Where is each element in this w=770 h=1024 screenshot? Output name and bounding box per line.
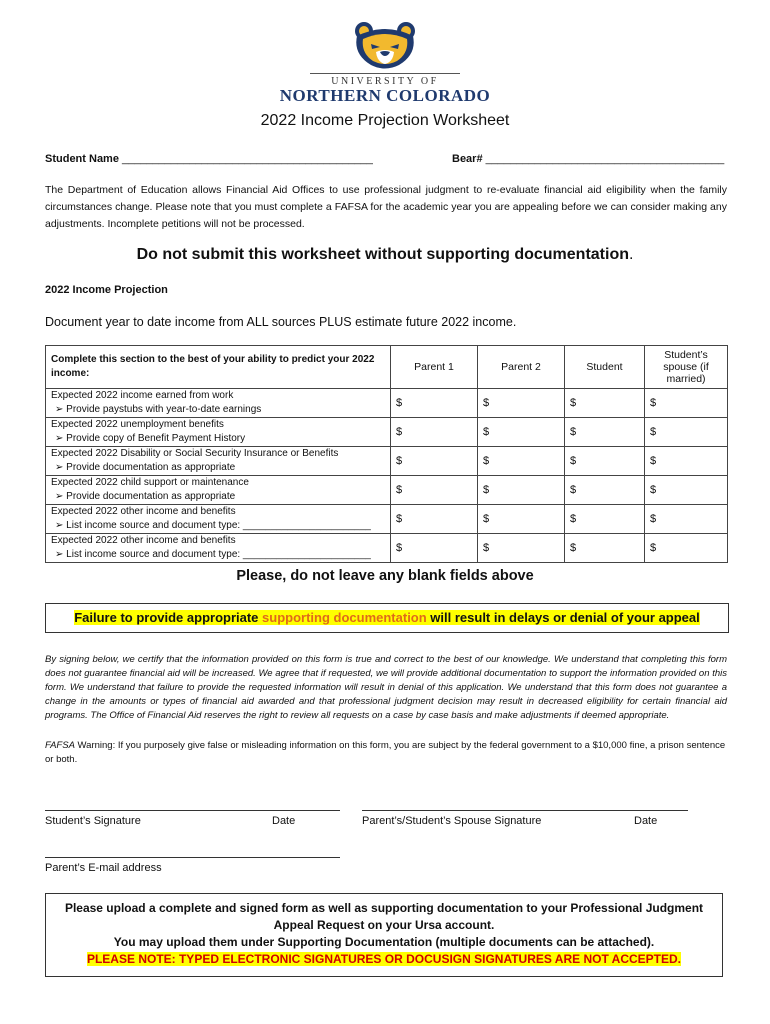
blank-fields-note: Please, do not leave any blank fields above: [236, 568, 534, 584]
no-submit-warning-period: .: [628, 246, 634, 263]
upload-line-4: [46, 951, 722, 968]
bear-number-row: [452, 153, 724, 165]
amount-cell-parent2[interactable]: $: [478, 418, 565, 447]
table-lead-header: Complete this section to the best of your ability to predict your 2022 income:: [46, 346, 391, 389]
upload-line-1: Please upload a complete and signed form as well as supporting documentation to your Professional Judgment: [64, 901, 704, 915]
university-name: NORTHERN COLORADO: [279, 86, 491, 105]
parent-email-line[interactable]: [45, 857, 340, 858]
amount-cell-parent1[interactable]: $: [391, 447, 478, 476]
row-label-cell: [46, 476, 391, 505]
amount-cell-spouse[interactable]: $: [645, 505, 728, 534]
col-header-spouse: Student’s spouse (if married): [645, 346, 728, 389]
student-name-field[interactable]: _________________________________________: [122, 153, 373, 165]
row-label: Expected 2022 unemployment benefits: [51, 419, 224, 430]
student-signature-label: Student’s Signature: [45, 815, 141, 827]
table-row: [46, 389, 728, 418]
amount-cell-spouse[interactable]: $: [645, 476, 728, 505]
row-label: Expected 2022 other income and benefits: [51, 535, 236, 546]
amount-cell-student[interactable]: $: [565, 505, 645, 534]
row-label-cell: [46, 447, 391, 476]
amount-cell-parent1[interactable]: $: [391, 418, 478, 447]
upload-instructions-box: [45, 893, 723, 977]
row-label: Expected 2022 income earned from work: [51, 390, 234, 401]
arrow-bullet-icon: ➢: [55, 491, 67, 502]
upload-line-4-text: PLEASE NOTE: TYPED ELECTRONIC SIGNATURES OR DOCUSIGN SIGNATURES ARE NOT ACCEPTED.: [86, 952, 682, 966]
university-line: UNIVERSITY OF: [331, 76, 439, 87]
arrow-bullet-icon: ➢: [55, 520, 67, 531]
row-note-text: Provide documentation as appropriate: [66, 462, 236, 473]
table-row: [46, 476, 728, 505]
arrow-bullet-icon: ➢: [55, 404, 67, 415]
table-row: [46, 447, 728, 476]
amount-cell-parent2[interactable]: $: [478, 476, 565, 505]
fafsa-warning-text: Warning: If you purposely give false or misleading information on this form, you are subject by the federal government to a $10,000 fine, a prison sentence or both.: [45, 740, 726, 765]
row-label: Expected 2022 other income and benefits: [51, 506, 236, 517]
failure-notice-box: [45, 603, 729, 633]
table-row: [46, 418, 728, 447]
amount-cell-spouse[interactable]: $: [645, 389, 728, 418]
table-row: [46, 534, 728, 563]
failure-notice-part2: supporting documentation: [262, 610, 427, 625]
parent-signature-line[interactable]: [362, 810, 688, 811]
parent-email-label: Parent’s E-mail address: [45, 862, 162, 874]
logo-divider: [310, 73, 460, 74]
amount-cell-parent1[interactable]: $: [391, 476, 478, 505]
col-header-parent2: Parent 2: [478, 346, 565, 389]
row-label-cell: [46, 505, 391, 534]
date-label-2: Date: [634, 815, 658, 827]
row-note-text: Provide paystubs with year-to-date earnings: [66, 404, 262, 415]
row-note: [51, 403, 385, 417]
bear-number-label: Bear#: [452, 153, 483, 165]
row-note-text: Provide documentation as appropriate: [66, 491, 236, 502]
arrow-bullet-icon: ➢: [55, 462, 67, 473]
row-label-cell: [46, 534, 391, 563]
section-heading: 2022 Income Projection: [45, 284, 168, 296]
amount-cell-spouse[interactable]: $: [645, 418, 728, 447]
arrow-bullet-icon: ➢: [55, 433, 67, 444]
amount-cell-spouse[interactable]: $: [645, 447, 728, 476]
col-header-parent1: Parent 1: [391, 346, 478, 389]
row-label-cell: [46, 389, 391, 418]
row-note-text[interactable]: List income source and document type: _______________________: [66, 520, 371, 531]
amount-cell-parent1[interactable]: $: [391, 534, 478, 563]
amount-cell-student[interactable]: $: [565, 418, 645, 447]
no-submit-warning-text: Do not submit this worksheet without supporting documentation: [136, 246, 629, 263]
document-year-text: Document year to date income from ALL sources PLUS estimate future 2022 income.: [45, 315, 517, 329]
row-note: [51, 432, 385, 446]
row-note-text[interactable]: List income source and document type: _______________________: [66, 549, 371, 560]
fafsa-warning: [45, 739, 727, 767]
fafsa-warning-label: FAFSA: [45, 740, 75, 751]
failure-notice-part1: Failure to provide appropriate: [74, 610, 263, 625]
amount-cell-parent2[interactable]: $: [478, 389, 565, 418]
amount-cell-student[interactable]: $: [565, 389, 645, 418]
bear-number-field[interactable]: _______________________________________: [485, 153, 725, 165]
student-name-label: Student Name: [45, 153, 119, 165]
date-label-1: Date: [272, 815, 296, 827]
amount-cell-student[interactable]: $: [565, 476, 645, 505]
row-label: Expected 2022 child support or maintenance: [51, 477, 249, 488]
student-name-row: [45, 153, 373, 165]
amount-cell-parent1[interactable]: $: [391, 389, 478, 418]
parent-signature-label: Parent’s/Student’s Spouse Signature: [362, 815, 542, 827]
row-note: [51, 490, 385, 504]
row-label-cell: [46, 418, 391, 447]
table-header-row: [46, 346, 728, 389]
student-signature-line[interactable]: [45, 810, 340, 811]
amount-cell-spouse[interactable]: $: [645, 534, 728, 563]
row-note: [51, 461, 385, 475]
failure-notice-part3: will result in delays or denial of your appeal: [426, 610, 700, 625]
page-title: 2022 Income Projection Worksheet: [260, 112, 510, 129]
certification-text: By signing below, we certify that the information provided on this form is true and correct to the best of our knowledge. We understand that completing this form does not guarantee financial aid will be increased. We agree that if requested, we will provide additional documentation to support the information provided on this form. We understand that failure to provide the requested information will result in denial of this application. We understand that this form does not guarantee a change in the amounts or types of financial aid awarded and that professional judgment decision may result in decreased eligibility for certain financial aid programs. The Office of Financial Aid reserves the right to review all requests on a case by case basis and make adjustments if deemed appropriate.: [45, 654, 727, 721]
table-row: [46, 505, 728, 534]
amount-cell-parent2[interactable]: $: [478, 505, 565, 534]
row-note: [51, 519, 385, 533]
amount-cell-parent2[interactable]: $: [478, 447, 565, 476]
upload-line-3: You may upload them under Supporting Documentation (multiple documents can be attached).: [113, 935, 655, 949]
arrow-bullet-icon: ➢: [55, 549, 67, 560]
amount-cell-parent1[interactable]: $: [391, 505, 478, 534]
bear-logo-icon: [347, 20, 423, 70]
university-logo: [0, 20, 770, 105]
row-note-text: Provide copy of Benefit Payment History: [66, 433, 246, 444]
amount-cell-student[interactable]: $: [565, 447, 645, 476]
row-note: [51, 548, 385, 562]
no-submit-warning: [0, 246, 770, 264]
intro-paragraph: The Department of Education allows Financial Aid Offices to use professional judgment to re-evaluate financial aid eligibility when the family circumstances change. Please note that you must complete a FAFSA for the academic year you are appealing before we can consider making any adjustments. Incomplete petitions will not be processed.: [45, 184, 727, 230]
row-label: Expected 2022 Disability or Social Security Insurance or Benefits: [51, 448, 339, 459]
amount-cell-student[interactable]: $: [565, 534, 645, 563]
amount-cell-parent2[interactable]: $: [478, 534, 565, 563]
income-table: [45, 345, 728, 563]
upload-line-2: Appeal Request on your Ursa account.: [273, 918, 495, 932]
col-header-student: Student: [565, 346, 645, 389]
